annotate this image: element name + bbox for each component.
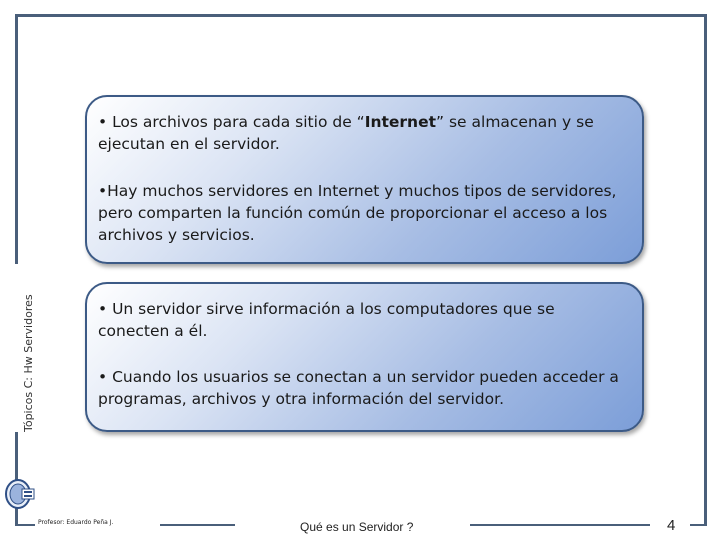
university-logo-icon xyxy=(4,477,36,511)
footer-line xyxy=(470,524,650,526)
frame-right-line xyxy=(704,14,707,526)
box1-p1-suffix: ” se almacenan y se ejecutan en el servidor. xyxy=(98,113,594,153)
frame-left-line-upper xyxy=(15,14,18,264)
footer-line xyxy=(160,524,235,526)
content-box-2 xyxy=(85,282,644,432)
footer-line xyxy=(690,524,707,526)
box1-paragraph-2: •Hay muchos servidores en Internet y muchos tipos de servidores, pero comparten la función común de proporcionar el acceso a los archivos y servicios. xyxy=(98,182,617,244)
side-title: Tópicos C: Hw Servidores xyxy=(22,294,35,432)
page-number: 4 xyxy=(667,517,676,534)
box1-p1-prefix: • Los archivos para cada sitio de “ xyxy=(98,113,365,131)
spacer xyxy=(98,155,628,180)
footer-line xyxy=(15,524,35,526)
box1-p1-bold: Internet xyxy=(364,113,437,131)
frame-top-line xyxy=(15,14,707,17)
spacer xyxy=(98,342,628,366)
box1-paragraph-1 xyxy=(98,111,628,155)
content-box-1 xyxy=(85,95,644,264)
box2-paragraph-1: • Un servidor sirve información a los computadores que se conecten a él. xyxy=(98,300,555,340)
box2-paragraph-2: • Cuando los usuarios se conectan a un servidor pueden acceder a programas, archivos y otra información del servidor. xyxy=(98,368,619,408)
footer-professor: Profesor: Eduardo Peña J. xyxy=(38,519,114,526)
footer-title: Qué es un Servidor ? xyxy=(300,520,414,534)
